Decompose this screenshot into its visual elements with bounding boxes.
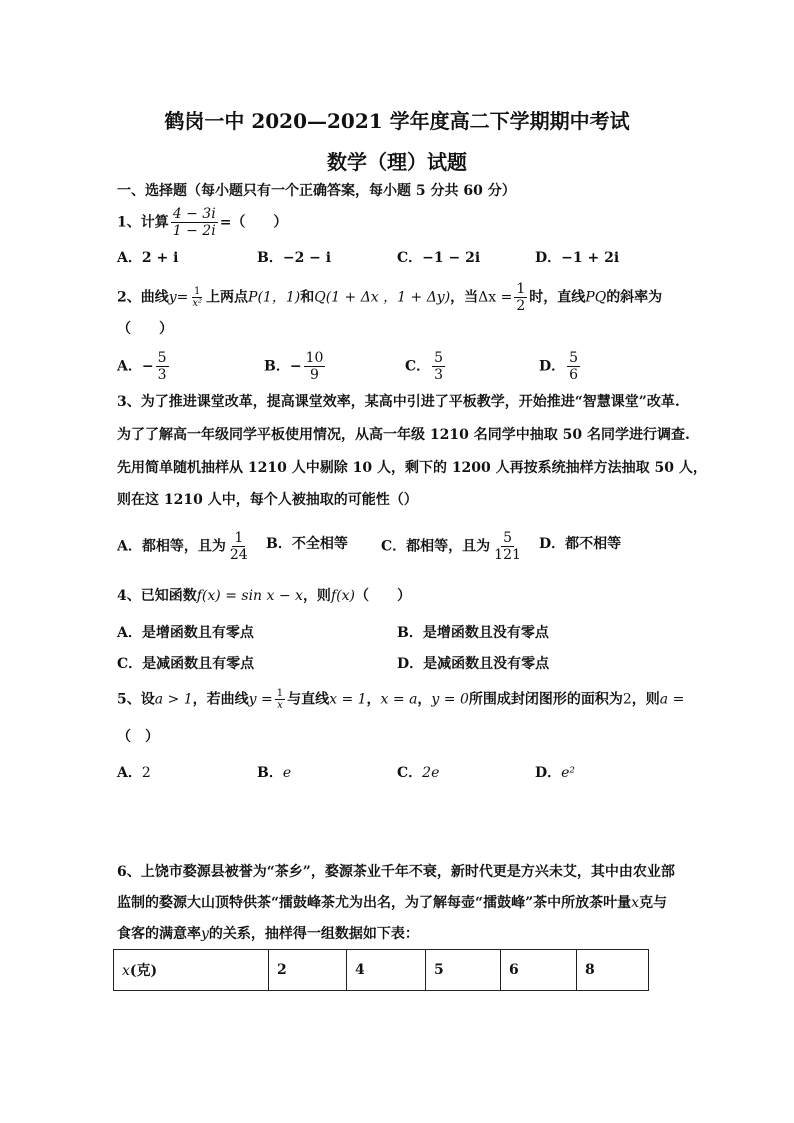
- q3-line-4: 则在这 1210 人中，每个人被抽取的可能性（）: [117, 492, 418, 508]
- q2-option-b: [264, 350, 327, 383]
- q2-d-fraction: [567, 350, 580, 383]
- q2-fraction: [190, 286, 204, 309]
- q2-b-num: 10: [305, 350, 324, 366]
- q2-text-4: ，当: [450, 289, 479, 306]
- q2-text-2: 上两点: [206, 289, 249, 306]
- q4-paren: （ ）: [354, 588, 411, 604]
- q5-text-3: 与直线: [287, 691, 330, 708]
- q2-option-d: [539, 350, 582, 383]
- q5-y-eq: y =: [248, 691, 273, 708]
- q5-line-3: y = 0: [431, 691, 469, 708]
- q2-option-a: [117, 350, 171, 383]
- table-cell: 6: [501, 950, 577, 991]
- q3-line-1: 3、为了推进课堂改革，提高课堂效率，某高中引进了平板教学，开始推进“智慧课堂”改革.: [117, 394, 680, 410]
- q1-option-c: C．−1 − 2i: [397, 250, 481, 266]
- q3-c-label: C．都相等，且为: [381, 538, 491, 555]
- q5-a-label: A．: [117, 765, 142, 781]
- q2-option-c: [405, 350, 447, 383]
- question-5: [117, 688, 684, 711]
- q5-c-value: 2e: [422, 765, 440, 781]
- table-cell: 2: [269, 950, 347, 991]
- q2-b-den: 9: [310, 367, 319, 383]
- q4-option-b: B．是增函数且没有零点: [397, 625, 549, 641]
- q1-numerator: 4 − 3i: [172, 206, 216, 222]
- q4-option-c: C．是减函数且有零点: [117, 656, 255, 672]
- q5-ask: a =: [659, 691, 685, 708]
- q2-line-pq: PQ: [585, 289, 607, 306]
- section-heading: 一、选择题（每小题只有一个正确答案，每小题 5 分共 60 分）: [117, 183, 516, 199]
- q2-a-num: 5: [157, 350, 167, 366]
- q2-y-eq: y=: [168, 289, 189, 306]
- q5-text-7: ，则: [631, 691, 660, 708]
- q5-area: 2: [622, 691, 632, 708]
- q5-d-value: e²: [561, 765, 576, 781]
- q3-c-num: 5: [503, 530, 512, 546]
- q2-point-q: Q(1 + Δx ，1 + Δy): [314, 289, 451, 306]
- question-1: [117, 206, 287, 239]
- q4-text-2: ，则: [302, 588, 331, 604]
- q6-line-2-text: 监制的婺源大山顶特供茶“擂鼓峰茶尤为出名，为了解每壶“擂鼓峰”茶中所放茶叶量: [117, 895, 632, 911]
- q3-option-d: D．都不相等: [539, 536, 622, 552]
- q5-f-den: x: [277, 700, 283, 711]
- q2-text-5: 时，直线: [529, 289, 586, 306]
- q2-c-num: 5: [434, 350, 444, 366]
- q2-b-label: B．−: [264, 358, 302, 375]
- q5-text-6: 所围成封闭图形的面积为: [468, 691, 623, 708]
- q2-half: [514, 281, 527, 314]
- q1-fraction: [171, 206, 218, 239]
- q2-d-num: 5: [569, 350, 579, 366]
- question-2: [117, 281, 662, 314]
- q2-a-den: 3: [157, 367, 167, 383]
- q5-b-label: B．: [257, 765, 283, 781]
- q6-line-2-end: 克与: [639, 895, 668, 911]
- q1-option-a: A．2 + i: [117, 250, 179, 266]
- q5-text-2: ，若曲线: [192, 691, 249, 708]
- q3-option-b: B．不全相等: [266, 536, 348, 552]
- q4-option-a: A．是增函数且有零点: [117, 625, 254, 641]
- q5-option-c: [397, 763, 439, 783]
- q3-option-a: [117, 530, 252, 563]
- table-unit: (克): [129, 963, 158, 979]
- q2-point-p: P(1，1): [248, 289, 301, 306]
- data-table: [113, 949, 649, 991]
- q2-c-fraction: [432, 350, 445, 383]
- table-row: [114, 950, 649, 991]
- q4-option-d: D．是减函数且没有零点: [397, 656, 550, 672]
- q2-c-label: C．: [405, 358, 431, 375]
- q2-f-num: 1: [194, 286, 201, 297]
- exam-title: 鹤岗一中 2020—2021 学年度高二下学期期中考试: [164, 109, 630, 133]
- q2-a-label: A．−: [117, 358, 154, 375]
- q6-line-3: [117, 924, 419, 944]
- q3-a-label: A．都相等，且为: [117, 538, 226, 555]
- q2-paren: （ ）: [117, 321, 173, 337]
- q6-line-3-end: 的关系，抽样得一组数据如下表：: [208, 926, 419, 942]
- q3-a-num: 1: [234, 530, 244, 546]
- q2-text-1: 2、曲线: [117, 289, 169, 306]
- q2-text-6: 的斜率为: [606, 289, 663, 306]
- q5-paren: （ ）: [117, 729, 159, 745]
- q2-a-fraction: [156, 350, 169, 383]
- q6-var-y: y: [201, 926, 209, 942]
- q3-a-fraction: [228, 530, 250, 563]
- q5-c-label: C．: [397, 765, 423, 781]
- table-cell: 5: [426, 950, 501, 991]
- exam-subtitle: 数学（理）试题: [327, 150, 467, 174]
- table-var-x: x: [122, 963, 130, 979]
- q4-text-1: 4、已知函数: [117, 588, 197, 604]
- q1-suffix: =（ ）: [219, 214, 288, 231]
- q5-condition: a > 1: [154, 691, 193, 708]
- q3-c-fraction: [492, 530, 523, 563]
- q5-text-1: 5、设: [117, 691, 155, 708]
- q2-text-3: 和: [300, 289, 315, 306]
- q2-d-den: 6: [569, 367, 579, 383]
- q5-text-4: ，: [366, 691, 381, 708]
- q2-half-num: 1: [516, 281, 526, 297]
- q5-b-value: e: [282, 765, 292, 781]
- q5-fraction: [275, 688, 285, 711]
- q3-line-2: 为了了解高一年级同学平板使用情况，从高一年级 1210 名同学中抽取 50 名同学进行调查.: [117, 427, 690, 443]
- q4-function-ref: f(x): [330, 588, 355, 604]
- q5-text-5: ，: [417, 691, 432, 708]
- q2-b-fraction: [304, 350, 326, 383]
- table-cell: 4: [347, 950, 426, 991]
- q1-prefix: 1、计算: [117, 214, 169, 231]
- q5-d-label: D．: [535, 765, 562, 781]
- table-cell: 8: [577, 950, 649, 991]
- q5-option-d: [535, 763, 575, 783]
- question-4: [117, 586, 411, 606]
- q1-denominator: 1 − 2i: [172, 223, 216, 239]
- q3-a-den: 24: [229, 547, 248, 563]
- q5-option-a: [117, 763, 151, 783]
- q2-f-den: x²: [192, 298, 203, 309]
- q6-line-3-text: 食客的满意率: [117, 926, 201, 942]
- q6-line-2: [117, 893, 667, 913]
- q5-f-num: 1: [276, 688, 284, 699]
- q2-half-den: 2: [516, 298, 526, 314]
- q4-function: f(x) = sin x − x: [196, 588, 303, 604]
- q1-option-b: B．−2 − i: [257, 250, 332, 266]
- q2-c-den: 3: [434, 367, 444, 383]
- q5-a-value: 2: [141, 765, 151, 781]
- q6-line-1: 6、上饶市婺源县被誉为“茶乡”，婺源茶业千年不衰，新时代更是方兴未艾，其中由农业部: [117, 864, 675, 880]
- q3-line-3: 先用简单随机抽样从 1210 人中剔除 10 人，剩下的 1200 人再按系统抽样方法抽取 50 人，: [117, 460, 707, 476]
- q3-c-den: 121: [494, 547, 521, 563]
- table-header-cell: [114, 950, 269, 991]
- q5-option-b: [257, 763, 291, 783]
- q2-dx-eq: Δx =: [478, 289, 513, 306]
- q6-var-x: x: [631, 895, 640, 911]
- q5-line-2: x = a: [380, 691, 418, 708]
- q1-option-d: D．−1 + 2i: [535, 250, 620, 266]
- q3-option-c: [381, 530, 525, 563]
- q5-line-1: x = 1: [329, 691, 367, 708]
- q2-d-label: D．: [539, 358, 566, 375]
